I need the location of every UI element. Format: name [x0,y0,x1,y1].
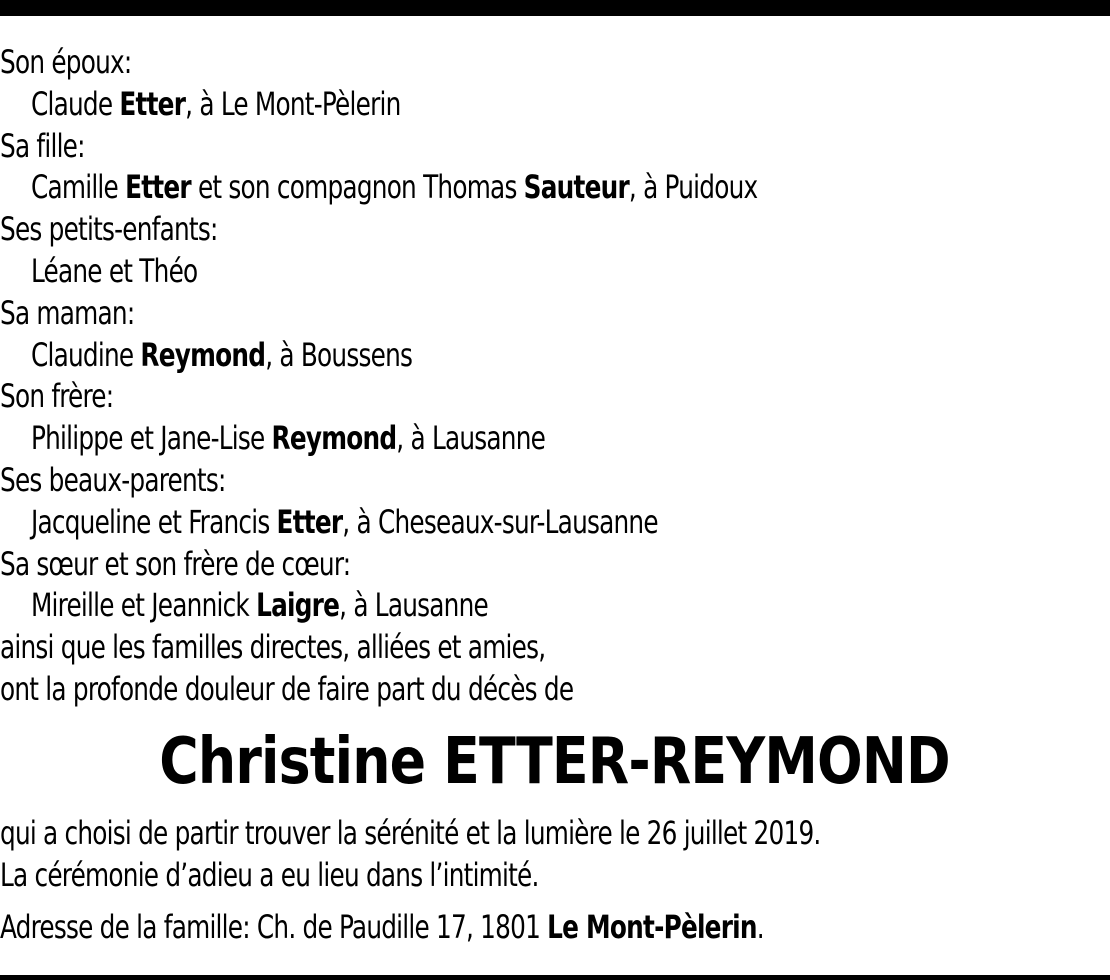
family-member: Philippe et Jane-Lise Reymond, à Lausanne [30,419,546,458]
family-address: Adresse de la famille: Ch. de Paudille 17, 1801 Le Mont-Pèlerin. [0,908,764,946]
closing-text [0,812,955,948]
relation-label: Ses petits-enfants: [0,210,218,249]
surname: Reymond [140,335,266,374]
top-rule [0,0,1110,16]
address-locality: Le Mont-Pèlerin [547,908,757,946]
relation-label: Sa maman: [0,293,135,332]
surname: Etter [119,84,186,123]
family-list [0,42,955,711]
family-member: Jacqueline et Francis Etter, à Cheseaux-sur-Lausanne [30,502,658,541]
closing-line: La cérémonie d’adieu a eu lieu dans l’intimité. [0,856,539,894]
relation-label: Ses beaux-parents: [0,460,226,499]
relation-label: Son frère: [0,377,114,416]
surname: Etter [276,502,343,541]
surname: Etter [125,168,191,207]
closing-line: qui a choisi de partir trouver la sérénité et la lumière le 26 juillet 2019. [0,814,821,852]
family-member: Claudine Reymond, à Boussens [30,335,413,374]
surname: Reymond [271,419,397,458]
announcement-line: ainsi que les familles directes, alliées et amies, [0,628,546,667]
bottom-rule [0,975,1110,980]
family-member: Claude Etter, à Le Mont-Pèlerin [30,84,401,123]
announcement-line: ont la profonde douleur de faire part du décès de [0,669,574,708]
deceased-name: Christine ETTER-REYMOND [159,725,951,799]
family-member: Léane et Théo [30,251,198,290]
surname: Laigre [256,586,340,625]
relation-label: Sa fille: [0,126,85,165]
family-member: Mireille et Jeannick Laigre, à Lausanne [30,586,488,625]
relation-label: Sa sœur et son frère de cœur: [0,544,351,583]
family-member: Camille Etter et son compagnon Thomas Sauteur, à Puidoux [30,168,758,207]
relation-label: Son époux: [0,43,132,81]
surname: Sauteur [523,168,629,207]
